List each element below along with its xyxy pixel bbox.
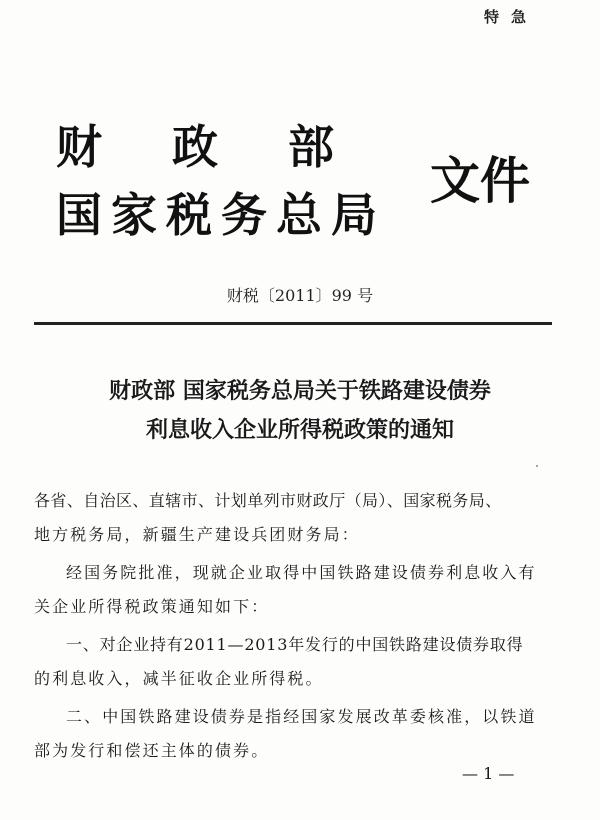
paragraph-3-line-1: 二、中国铁路建设债券是指经国家发展改革委核准，以铁道	[66, 707, 537, 726]
paragraph-2-line-1: 一、对企业持有2011—2013年发行的中国铁路建设债券取得	[66, 635, 524, 654]
urgency-label: 特急	[484, 8, 539, 26]
addressee-line-1: 各省、自治区、直辖市、计划单列市财政厅（局）、国家税务局、	[34, 491, 502, 510]
page-number: — 1 —	[462, 764, 515, 783]
paragraph-1-line-1: 经国务院批准，现就企业取得中国铁路建设债券利息收入有	[66, 563, 537, 582]
addressee-line-2: 地方税务局，新疆生产建设兵团财务局：	[34, 525, 360, 544]
document-title-line-1: 财政部 国家税务总局关于铁路建设债券	[109, 379, 491, 404]
issuer-state-taxation-administration: 国家税务总局	[56, 188, 386, 242]
paragraph-1-line-2: 关企业所得税政策通知如下：	[34, 597, 270, 616]
paragraph-2-line-2: 的利息收入，减半征收企业所得税。	[34, 669, 324, 688]
document-type-label: 文件	[430, 152, 530, 210]
paragraph-3-line-2: 部为发行和偿还主体的债券。	[34, 741, 270, 760]
document-number: 财税〔2011〕99 号	[226, 286, 374, 305]
document-title-line-2: 利息收入企业所得税政策的通知	[145, 418, 454, 443]
header-divider-rule	[34, 322, 552, 325]
scan-speck	[536, 465, 538, 467]
issuer-ministry-of-finance: 财政部	[56, 120, 404, 174]
